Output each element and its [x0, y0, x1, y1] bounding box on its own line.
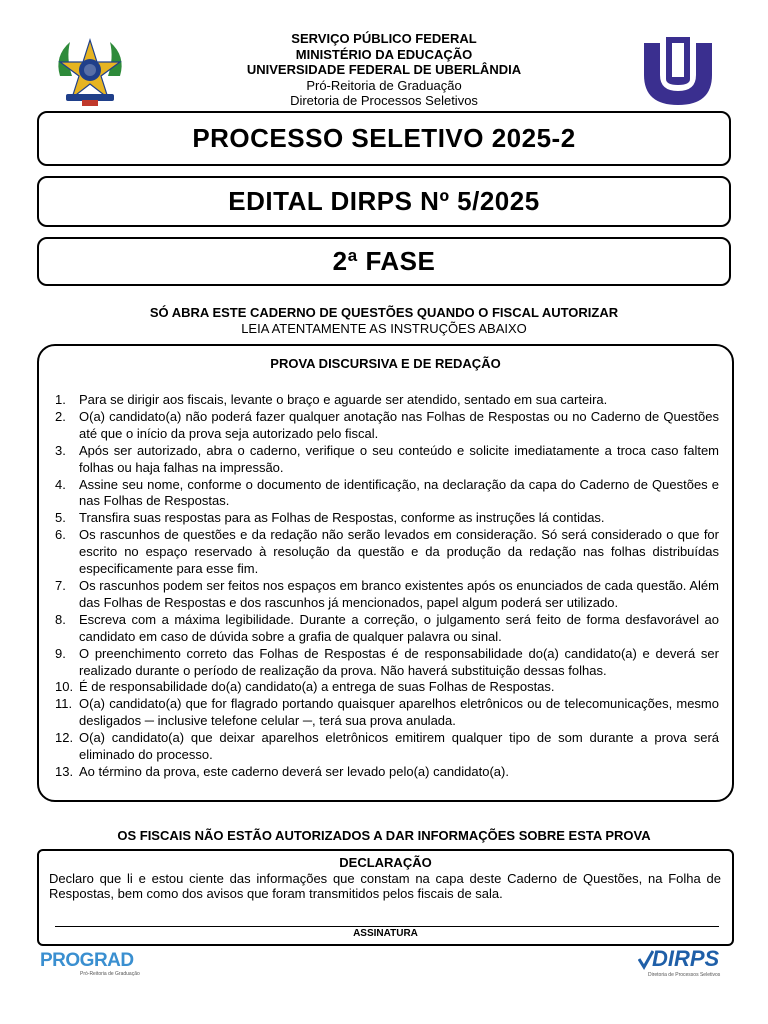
prograd-logo [40, 951, 140, 981]
instruction-text: Assine seu nome, conforme o documento de identificação, na declaração da capa do Caderno de Questões e nas Folhas de Respostas. [79, 476, 719, 509]
instruction-item [55, 409, 719, 443]
instruction-text: O(a) candidato(a) que deixar aparelhos eletrônicos emitirem qualquer tipo de som durante a prova será eliminado do processo. [79, 730, 719, 763]
fiscais-notice: OS FISCAIS NÃO ESTÃO AUTORIZADOS A DAR INFORMAÇÕES SOBRE ESTA PROVA [117, 828, 651, 843]
institution-header [160, 31, 608, 109]
instruction-item [55, 764, 719, 781]
instruction-number: 10. [55, 679, 74, 695]
instruction-item [55, 477, 719, 511]
instruction-number: 11. [55, 696, 73, 712]
instruction-text: O preenchimento correto das Folhas de Respostas é de responsabilidade do(a) candidato(a) e deverá ser realizado durante o período de realização da prova. Não haverá substituição dessas folhas. [79, 645, 719, 678]
instruction-item [55, 679, 719, 696]
phase-title-box [37, 237, 731, 286]
instruction-text: O(a) candidato(a) que for flagrado portando quaisquer aparelhos eletrônicos ou de telecomunicações, mesmo desligados ─ inclusive telefone celular ─, terá sua prova anulada. [79, 696, 719, 729]
instruction-number: 12. [55, 730, 74, 746]
process-title: PROCESSO SELETIVO 2025-2 [192, 123, 576, 153]
instruction-text: Os rascunhos podem ser feitos nos espaços em branco existentes após os enunciados de cada questão. Além das Folhas de Respostas e dos rascunhos já mencionados, papel algum poderá ser utilizado. [79, 577, 719, 610]
edital-title-box [37, 176, 731, 227]
edital-title: EDITAL DIRPS Nº 5/2025 [228, 186, 540, 216]
instruction-text: Ao término da prova, este caderno deverá ser levado pelo(a) candidato(a). [79, 763, 509, 779]
dirps-logo-subtitle: Diretoria de Processos Seletivos [648, 972, 721, 978]
opening-notice [40, 305, 728, 337]
instruction-text: Escreva com a máxima legibilidade. Durante a correção, o julgamento será feito de forma desfavorável ao candidato em caso de dúvida sobre a grafia de qualquer palavra ou sinal. [79, 611, 719, 644]
instruction-text: Após ser autorizado, abra o caderno, verifique o seu conteúdo e solicite imediatamente a troca caso faltem folhas ou haja falhas na impressão. [79, 442, 719, 475]
instruction-number: 1. [55, 392, 66, 407]
instructions-list [55, 392, 719, 781]
header-line-prorectorate: Pró-Reitoria de Graduação [306, 77, 462, 93]
instruction-number: 7. [55, 577, 66, 593]
instruction-item [55, 578, 719, 612]
instruction-text: Para se dirigir aos fiscais, levante o braço e aguarde ser atendido, sentado em sua carteira. [79, 392, 608, 407]
instruction-number: 8. [55, 611, 66, 627]
notice-line-read: LEIA ATENTAMENTE AS INSTRUÇÕES ABAIXO [241, 321, 527, 336]
instruction-number: 5. [55, 510, 66, 526]
header-line-service: SERVIÇO PÚBLICO FEDERAL [291, 31, 477, 46]
instructions-box [37, 344, 734, 802]
prograd-logo-subtitle: Pró-Reitoria de Graduação [80, 971, 140, 977]
instruction-item [55, 443, 719, 477]
declaration-box [37, 849, 734, 946]
notice-line-open: SÓ ABRA ESTE CADERNO DE QUESTÕES QUANDO O FISCAL AUTORIZAR [149, 305, 619, 320]
instruction-item [55, 527, 719, 578]
signature-label: ASSINATURA [353, 928, 418, 939]
instruction-item [55, 612, 719, 646]
instruction-item [55, 392, 719, 409]
instruction-number: 6. [55, 527, 66, 543]
instruction-text: O(a) candidato(a) não poderá fazer qualquer anotação nas Folhas de Respostas ou no Caderno de Questões até que o início da prova seja autorizado pelo fiscal. [79, 408, 719, 441]
instruction-text: É de responsabilidade do(a) candidato(a) a entrega de suas Folhas de Respostas. [79, 679, 555, 695]
ufu-logo-icon [640, 35, 716, 107]
phase-title: 2ª FASE [332, 246, 436, 276]
declaration-text: Declaro que li e estou ciente das informações que constam na capa deste Caderno de Questões, na Folha de Respostas, bem como dos avisos que foram transmitidos pelos fiscais de sala. [49, 871, 721, 901]
header-line-directorate: Diretoria de Processos Seletivos [290, 93, 478, 108]
instruction-number: 4. [55, 476, 66, 492]
instruction-item [55, 646, 719, 680]
instruction-number: 13. [55, 763, 74, 779]
instruction-number: 3. [55, 442, 66, 458]
instruction-item [55, 730, 719, 764]
signature-line[interactable] [55, 926, 719, 927]
prograd-logo-text: PROGRAD [40, 950, 134, 971]
header-line-ministry: MINISTÉRIO DA EDUCAÇÃO [295, 46, 473, 62]
instruction-item [55, 696, 719, 730]
instruction-text: Os rascunhos de questões e da redação não serão levados em consideração. Só será considerado o que for escrito no espaço reservado à resolução da questão e da produção da redação nas folhas distribuídas especificamente para esse fim. [79, 527, 719, 577]
instruction-number: 2. [55, 408, 66, 424]
dirps-logo-text: DIRPS [652, 946, 720, 971]
instruction-text: Transfira suas respostas para as Folhas de Respostas, conforme as instruções lá contidas. [79, 510, 605, 526]
instructions-title: PROVA DISCURSIVA E DE REDAÇÃO [270, 356, 501, 371]
header-line-university: UNIVERSIDADE FEDERAL DE UBERLÂNDIA [246, 62, 522, 77]
dirps-logo [638, 947, 730, 981]
instruction-item [55, 510, 719, 527]
declaration-title: DECLARAÇÃO [339, 855, 432, 870]
process-title-box [37, 111, 731, 166]
brazil-coat-of-arms-icon [52, 36, 128, 108]
instruction-number: 9. [55, 645, 66, 661]
